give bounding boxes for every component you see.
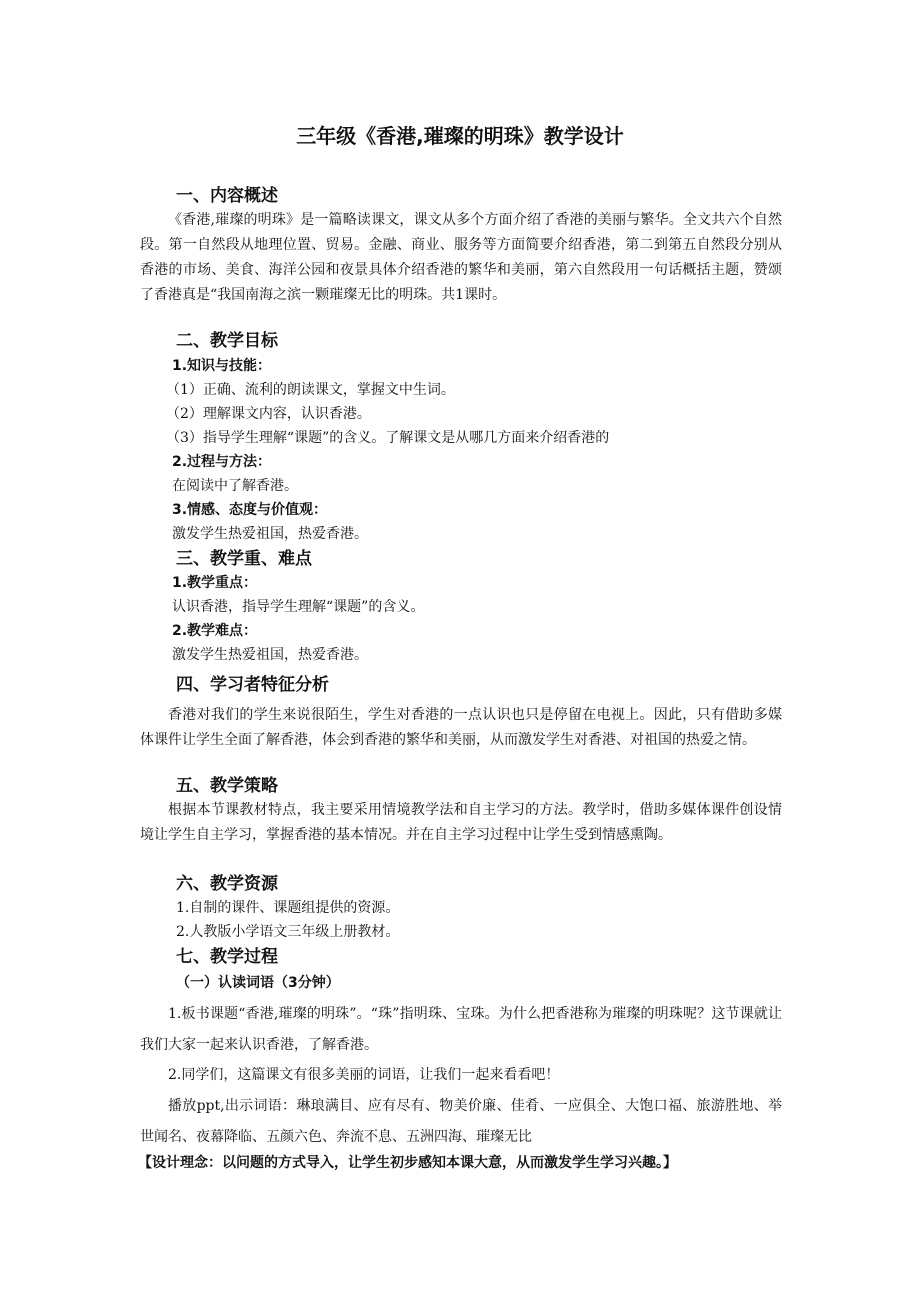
process-paragraph-1: 1.板书课题“香港,璀璨的明珠”。“珠”指明珠、宝珠。为什么把香港称为璀璨的明珠呢？这节课就让我们大家一起来认识香港，了解香港。	[140, 1006, 782, 1053]
heading-teaching-process: 七、教学过程	[176, 947, 278, 967]
paragraph-teaching-strategy: 根据本节课教材特点，我主要采用情境教学法和自主学习的方法。教学时，借助多媒体课件创设情境让学生自主学习，掌握香港的基本情况。并在自主学习过程中让学生受到情感熏陶。	[140, 802, 782, 843]
heading-teaching-resources: 六、教学资源	[176, 874, 278, 894]
process-methods-text: 在阅读中了解香港。	[172, 478, 298, 494]
subheading-teaching-difficulty: 2.教学难点：	[172, 623, 258, 639]
process-paragraph-2: 2.同学们，这篇课文有很多美丽的词语，让我们一起来看看吧！	[168, 1067, 560, 1083]
process-paragraph-3: 播放ppt,出示词语：琳琅满目、应有尽有、物美价廉、佳肴、一应俱全、大饱口福、旅游胜地、举世闻名、夜幕降临、五颜六色、奔流不息、五洲四海、璀璨无比	[140, 1098, 782, 1145]
page-title: 三年级《香港,璀璨的明珠》教学设计	[296, 124, 624, 148]
subheading-process-methods: 2.过程与方法：	[172, 454, 272, 470]
resource-item-2: 2.人教版小学语文三年级上册教材。	[176, 924, 400, 940]
emotion-values-text: 激发学生热爱祖国，热爱香港。	[172, 526, 368, 542]
heading-learner-analysis: 四、学习者特征分析	[176, 675, 329, 695]
subheading-knowledge-skills: 1.知识与技能：	[172, 358, 272, 374]
paragraph-learner-analysis: 香港对我们的学生来说很陌生，学生对香港的一点认识也只是停留在电视上。因此，只有借助多媒体课件让学生全面了解香港，体会到香港的繁华和美丽，从而激发学生对香港、对祖国的热爱之情。	[140, 707, 782, 748]
subheading-emotion-values: 3.情感、态度与价值观：	[172, 502, 328, 518]
design-concept-note: 【设计理念：以问题的方式导入，让学生初步感知本课大意，从而激发学生学习兴趣。】	[138, 1155, 677, 1171]
goal-item-1: （1）正确、流利的朗读课文，掌握文中生词。	[166, 382, 455, 398]
goal-item-2: （2）理解课文内容，认识香港。	[166, 406, 371, 422]
heading-teaching-goals: 二、教学目标	[176, 331, 278, 351]
heading-content-overview: 一、内容概述	[176, 186, 278, 206]
subheading-word-recognition: （一）认读词语（3分钟）	[176, 975, 340, 991]
teaching-focus-text: 认识香港，指导学生理解“课题”的含义。	[172, 599, 425, 615]
heading-key-points: 三、教学重、难点	[176, 549, 312, 569]
paragraph-content-overview: 《香港,璀璨的明珠》是一篇略读课文，课文从多个方面介绍了香港的美丽与繁华。全文共六个自然段。第一自然段从地理位置、贸易。金融、商业、服务等方面简要介绍香港，第二到第五自然段分别从香港的市场、美食、海洋公园和夜景具体介绍香港的繁华和美丽，第六自然段用一句话概括主题，赞颂了香港真是“我国南海之滨一颗璀璨无比的明珠。共1课时。	[140, 212, 782, 303]
resource-item-1: 1.自制的课件、课题组提供的资源。	[176, 900, 400, 916]
heading-teaching-strategy: 五、教学策略	[176, 776, 278, 796]
subheading-teaching-focus: 1.教学重点：	[172, 575, 258, 591]
goal-item-3: （3）指导学生理解“课题”的含义。了解课文是从哪几方面来介绍香港的	[166, 430, 610, 446]
teaching-difficulty-text: 激发学生热爱祖国，热爱香港。	[172, 647, 368, 663]
